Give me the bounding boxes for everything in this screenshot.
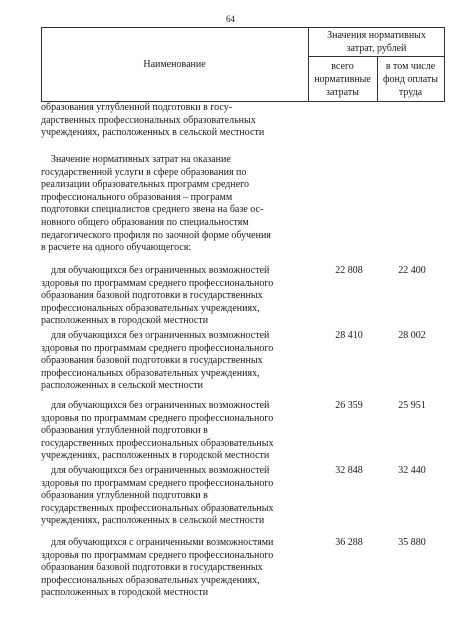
row-name — [41, 537, 308, 600]
row-name-line: для обучающихся без ограниченных возможностей — [51, 265, 270, 276]
header-top-border — [41, 27, 445, 28]
row-name — [41, 102, 308, 140]
row-name-line: здоровья по программам среднего профессионального — [41, 549, 274, 561]
row-wage-value: 32 440 — [398, 465, 426, 476]
row-wage-value: 35 880 — [398, 537, 426, 548]
row-name-line: здоровья по программам среднего профессионального — [41, 477, 274, 489]
row-name-line: образования углубленной подготовки в госу- — [41, 102, 233, 113]
row-name-line: учреждениях, расположенных в городской местности — [41, 450, 270, 462]
row-name-line: профессиональных образовательных учреждениях, — [41, 574, 260, 586]
row-name-line: здоровья по программам среднего профессионального — [41, 277, 274, 289]
row-name-line: дарственных профессиональных образовательных — [41, 114, 256, 126]
row-name — [41, 465, 308, 528]
row-name-line: для обучающихся без ограниченных возможностей — [51, 465, 270, 476]
row-name-line: профессиональных образовательных учреждениях, — [41, 302, 260, 314]
row-name-line: государственных профессиональных образовательных — [41, 502, 274, 514]
row-name-line: Значение нормативных затрат на оказание — [51, 154, 231, 165]
row-name-line: образования углубленной подготовки в — [41, 425, 208, 437]
row-name-line: государственной услуги в сфере образования по — [41, 166, 247, 178]
row-name-line: здоровья по программам среднего профессионального — [41, 342, 274, 354]
page-number: 64 — [226, 14, 235, 24]
header-values-group: Значения нормативных затрат, рублей — [327, 30, 426, 54]
row-name — [41, 400, 308, 463]
row-name-line: образования базовой подготовки в государственных — [41, 562, 263, 574]
row-name-line: здоровья по программам среднего профессионального — [41, 412, 274, 424]
row-total-value: 22 808 — [335, 265, 363, 276]
row-total-value: 26 359 — [335, 400, 363, 411]
row-name-line: профессионального образования – программ — [41, 191, 233, 203]
row-name — [41, 154, 308, 255]
row-name-line: образования базовой подготовки в государственных — [41, 355, 263, 367]
row-name-line: для обучающихся без ограниченных возможностей — [51, 330, 270, 341]
row-name-line: расположенных в сельской местности — [41, 380, 203, 392]
row-name-line: педагогического профиля по заочной форме обучения — [41, 229, 271, 241]
row-name-line: учреждениях, расположенных в сельской местности — [41, 127, 265, 139]
row-name-line: подготовки специалистов среднего звена на базе ос- — [41, 204, 264, 216]
header-name-label: Наименование — [143, 59, 206, 70]
row-wage-value: 25 951 — [398, 400, 426, 411]
table-header — [41, 27, 445, 102]
row-name-line: новного общего образования по специальностям — [41, 216, 249, 228]
row-total-value: 32 848 — [335, 465, 363, 476]
row-name-line: в расчете на одного обучающегося: — [41, 242, 192, 254]
row-name-line: образования углубленной подготовки в — [41, 490, 208, 502]
row-name-line: для обучающихся без ограниченных возможностей — [51, 400, 270, 411]
row-total-value: 36 288 — [335, 537, 363, 548]
row-name-line: государственных профессиональных образовательных — [41, 437, 274, 449]
row-name-line: расположенных в городской местности — [41, 315, 209, 327]
row-wage-value: 28 002 — [398, 330, 426, 341]
header-total-col: всего нормативные затраты — [314, 61, 371, 98]
row-wage-value: 22 400 — [398, 265, 426, 276]
row-name-line: для обучающихся с ограниченными возможностями — [51, 537, 274, 548]
row-total-value: 28 410 — [335, 330, 363, 341]
row-name — [41, 330, 308, 393]
header-wage-col: в том числе фонд оплаты труда — [382, 61, 439, 98]
row-name-line: образования базовой подготовки в государственных — [41, 290, 263, 302]
row-name — [41, 265, 308, 328]
row-name-line: учреждениях, расположенных в сельской местности — [41, 515, 265, 527]
row-name-line: реализации образовательных программ среднего — [41, 179, 250, 191]
row-name-line: расположенных в городской местности — [41, 587, 209, 599]
row-name-line: профессиональных образовательных учреждениях, — [41, 367, 260, 379]
